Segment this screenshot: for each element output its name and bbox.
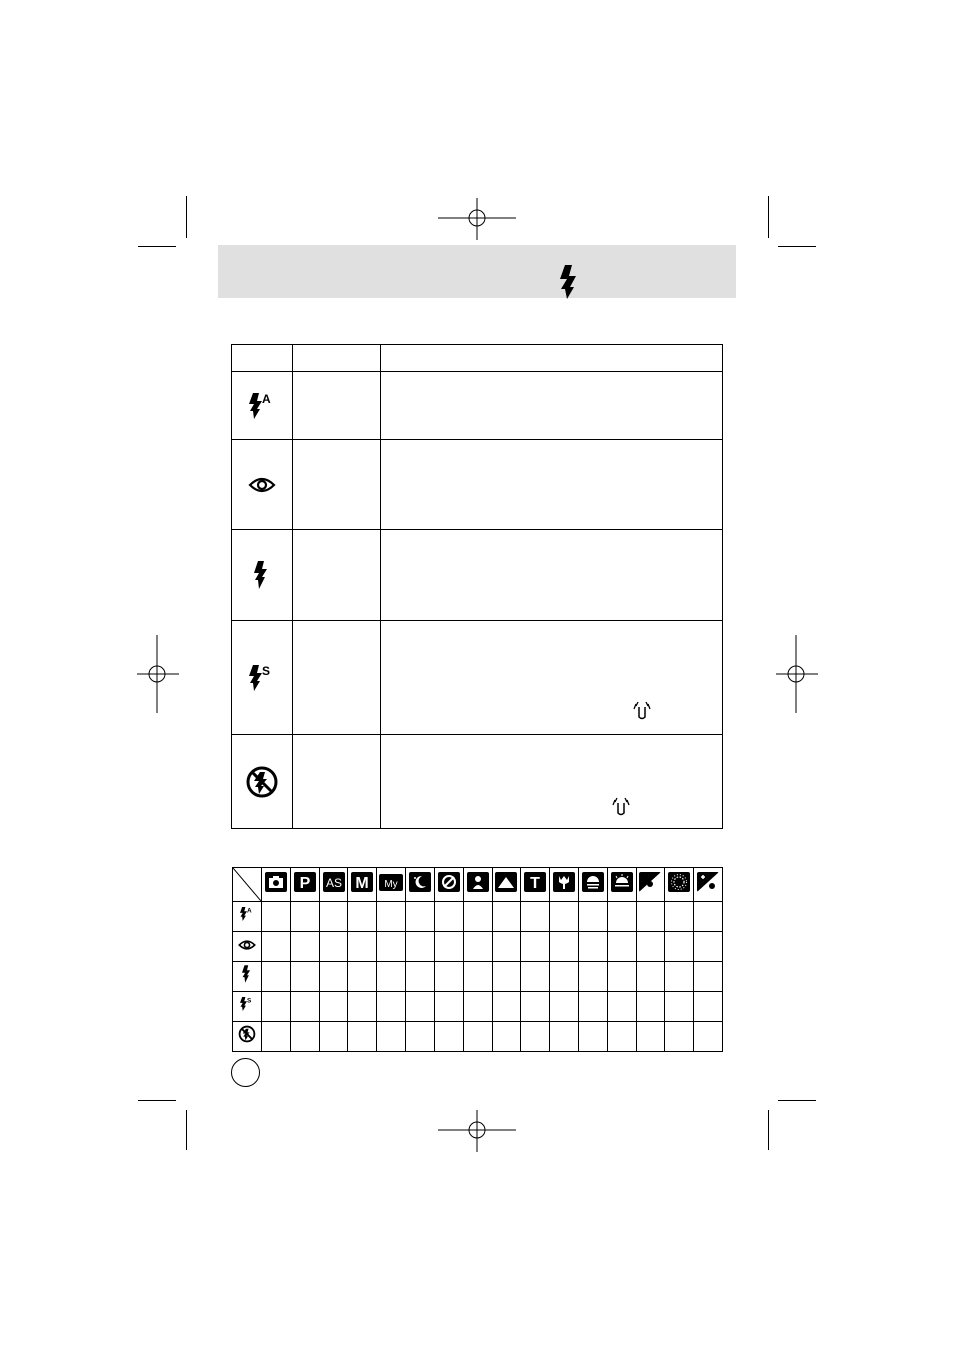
page-number-badge <box>231 1058 260 1087</box>
auto-mode-icon <box>265 872 287 892</box>
table-header-row <box>232 345 723 372</box>
availability-cell <box>377 962 406 992</box>
crop-mark <box>778 246 816 247</box>
registration-mark-bottom <box>438 1110 516 1152</box>
svg-text:S: S <box>247 997 252 1005</box>
mode-cell <box>607 868 636 902</box>
slow-sync-flash-icon <box>249 663 275 693</box>
table-row <box>232 621 723 735</box>
description-cell <box>381 372 723 440</box>
mode-cell <box>262 868 291 902</box>
table-row <box>233 902 723 932</box>
text-mode-icon <box>524 872 546 892</box>
program-mode-icon <box>294 872 316 892</box>
availability-cell <box>377 992 406 1022</box>
availability-cell <box>492 962 521 992</box>
availability-cell <box>694 932 723 962</box>
availability-cell <box>578 932 607 962</box>
mode-cell <box>521 868 550 902</box>
availability-cell <box>463 902 492 932</box>
table-row <box>232 372 723 440</box>
availability-cell <box>406 962 435 992</box>
icon-cell <box>232 735 293 829</box>
registration-mark-left <box>137 635 179 713</box>
availability-cell <box>319 932 348 962</box>
beach-snow-icon <box>697 872 719 892</box>
icon-cell <box>232 440 293 530</box>
mode-cell <box>694 868 723 902</box>
table-row <box>233 962 723 992</box>
mode-name-cell <box>293 530 381 621</box>
availability-cell <box>607 932 636 962</box>
myset-mode-icon <box>379 874 403 891</box>
availability-cell <box>434 902 463 932</box>
availability-cell <box>521 902 550 932</box>
availability-cell <box>665 932 694 962</box>
flash-icon-cell <box>233 1022 262 1052</box>
mode-cell <box>636 868 665 902</box>
availability-cell <box>406 992 435 1022</box>
availability-cell <box>348 962 377 992</box>
sunset-icon <box>582 872 604 892</box>
availability-cell <box>290 1022 319 1052</box>
flash-off-icon <box>238 1025 256 1043</box>
availability-cell <box>319 962 348 992</box>
crop-mark <box>768 1110 769 1150</box>
fill-in-flash-icon <box>254 561 270 589</box>
mode-cell <box>406 868 435 902</box>
availability-cell <box>578 902 607 932</box>
availability-cell <box>377 932 406 962</box>
svg-text:My: My <box>384 878 398 890</box>
table-row <box>232 735 723 829</box>
mode-header-row <box>233 868 723 902</box>
availability-cell <box>665 902 694 932</box>
dawn-icon <box>611 872 633 892</box>
red-eye-reduction-icon <box>248 476 276 494</box>
availability-cell <box>434 962 463 992</box>
auto-flash-icon <box>249 391 275 421</box>
availability-cell <box>636 962 665 992</box>
availability-cell <box>521 962 550 992</box>
table-row <box>232 530 723 621</box>
auto-flash-icon <box>240 904 254 924</box>
mode-cell <box>463 868 492 902</box>
availability-cell <box>348 992 377 1022</box>
crop-mark <box>778 1100 816 1101</box>
availability-cell <box>492 1022 521 1052</box>
availability-cell <box>492 902 521 932</box>
availability-cell <box>665 992 694 1022</box>
svg-text:T: T <box>530 875 541 892</box>
table-row <box>232 440 723 530</box>
availability-cell <box>550 1022 579 1052</box>
registration-mark-right <box>776 635 818 713</box>
registration-mark-top <box>438 198 516 240</box>
flash-mode-table <box>231 344 723 829</box>
availability-cell <box>262 992 291 1022</box>
flash-icon-cell <box>233 962 262 992</box>
availability-cell <box>290 932 319 962</box>
availability-cell <box>607 962 636 992</box>
availability-cell <box>578 992 607 1022</box>
header-cell-mode <box>293 345 381 372</box>
manual-mode-icon <box>351 872 373 892</box>
diagonal-divider <box>233 868 261 901</box>
svg-text:M: M <box>355 875 370 892</box>
availability-cell <box>262 962 291 992</box>
availability-cell <box>636 902 665 932</box>
slow-sync-flash-icon <box>240 994 254 1014</box>
availability-cell <box>492 992 521 1022</box>
availability-cell <box>406 902 435 932</box>
mode-cell <box>492 868 521 902</box>
availability-cell <box>578 1022 607 1052</box>
camera-shake-icon <box>633 701 651 721</box>
availability-cell <box>319 992 348 1022</box>
flash-icon-cell <box>233 902 262 932</box>
availability-cell <box>665 962 694 992</box>
flash-icon-cell <box>233 932 262 962</box>
backlight-icon <box>639 872 661 892</box>
description-cell <box>381 530 723 621</box>
mode-cell <box>290 868 319 902</box>
availability-cell <box>406 1022 435 1052</box>
mode-name-cell <box>293 440 381 530</box>
availability-cell <box>348 902 377 932</box>
macro-icon <box>553 872 575 892</box>
crop-mark <box>186 196 187 238</box>
availability-cell <box>290 902 319 932</box>
svg-text:S: S <box>262 663 271 678</box>
mode-cell <box>319 868 348 902</box>
availability-cell <box>521 932 550 962</box>
crop-mark <box>138 1100 176 1101</box>
svg-text:AS: AS <box>325 876 342 890</box>
availability-cell <box>492 932 521 962</box>
availability-cell <box>262 902 291 932</box>
mode-cell <box>578 868 607 902</box>
availability-cell <box>636 992 665 1022</box>
availability-cell <box>578 962 607 992</box>
availability-cell <box>348 1022 377 1052</box>
availability-cell <box>348 932 377 962</box>
availability-cell <box>607 902 636 932</box>
table-row <box>233 1022 723 1052</box>
mode-cell <box>348 868 377 902</box>
availability-cell <box>434 1022 463 1052</box>
availability-cell <box>377 1022 406 1052</box>
night-scene-icon <box>409 872 431 892</box>
availability-cell <box>550 902 579 932</box>
red-eye-reduction-icon <box>238 939 256 951</box>
availability-cell <box>636 1022 665 1052</box>
availability-cell <box>290 992 319 1022</box>
corner-cell <box>233 868 262 902</box>
icon-cell <box>232 530 293 621</box>
flash-availability-table <box>232 867 723 1052</box>
aperture-shutter-mode-icon <box>323 872 345 892</box>
availability-cell <box>319 902 348 932</box>
availability-cell <box>521 992 550 1022</box>
availability-cell <box>550 932 579 962</box>
availability-cell <box>406 932 435 962</box>
portrait-icon <box>467 872 489 892</box>
crop-mark <box>138 246 176 247</box>
availability-cell <box>463 1022 492 1052</box>
availability-cell <box>550 962 579 992</box>
availability-cell <box>665 1022 694 1052</box>
landscape-icon <box>495 872 517 892</box>
flash-off-icon <box>245 765 279 799</box>
svg-text:A: A <box>262 391 271 406</box>
availability-cell <box>694 1022 723 1052</box>
fireworks-icon <box>668 872 690 892</box>
availability-cell <box>463 962 492 992</box>
availability-cell <box>694 902 723 932</box>
crop-mark <box>768 196 769 238</box>
mode-name-cell <box>293 621 381 735</box>
flash-icon-cell <box>233 992 262 1022</box>
flash-icon <box>558 265 580 299</box>
availability-cell <box>262 1022 291 1052</box>
camera-shake-icon <box>612 797 630 817</box>
availability-cell <box>550 992 579 1022</box>
availability-cell <box>434 992 463 1022</box>
anti-shake-icon <box>438 872 460 892</box>
availability-cell <box>463 932 492 962</box>
fill-in-flash-icon <box>242 965 252 983</box>
table-row <box>233 932 723 962</box>
availability-cell <box>694 962 723 992</box>
availability-cell <box>607 992 636 1022</box>
svg-text:A: A <box>247 907 252 915</box>
availability-cell <box>463 992 492 1022</box>
availability-cell <box>319 1022 348 1052</box>
availability-cell <box>434 932 463 962</box>
description-cell <box>381 621 723 735</box>
mode-name-cell <box>293 735 381 829</box>
mode-cell <box>665 868 694 902</box>
availability-cell <box>262 932 291 962</box>
mode-name-cell <box>293 372 381 440</box>
svg-text:P: P <box>299 875 311 892</box>
icon-cell <box>232 372 293 440</box>
availability-cell <box>694 992 723 1022</box>
availability-cell <box>607 1022 636 1052</box>
mode-cell <box>377 868 406 902</box>
section-header <box>218 245 736 298</box>
crop-mark <box>186 1110 187 1150</box>
availability-cell <box>636 932 665 962</box>
description-cell <box>381 735 723 829</box>
table-row <box>233 992 723 1022</box>
header-cell-description <box>381 345 723 372</box>
availability-cell <box>290 962 319 992</box>
header-cell-icon <box>232 345 293 372</box>
icon-cell <box>232 621 293 735</box>
description-cell <box>381 440 723 530</box>
availability-cell <box>377 902 406 932</box>
availability-cell <box>521 1022 550 1052</box>
mode-cell <box>434 868 463 902</box>
mode-cell <box>550 868 579 902</box>
